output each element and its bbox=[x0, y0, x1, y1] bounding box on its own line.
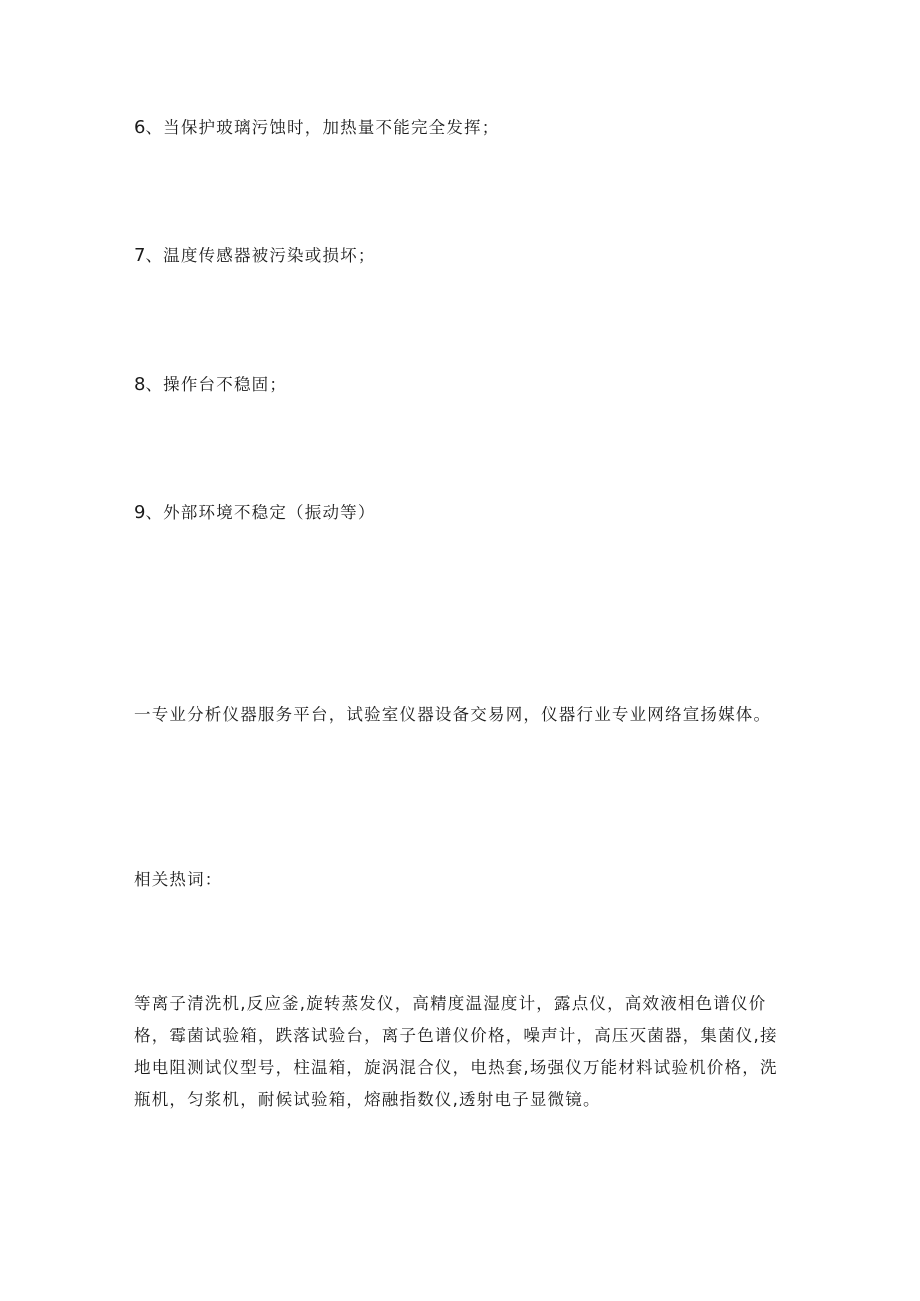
item-number: 7 bbox=[134, 245, 146, 266]
hotwords-label: 相关热词： bbox=[134, 870, 223, 889]
item-text: 、外部环境不稳定（振动等） bbox=[145, 503, 376, 522]
list-item-8 bbox=[134, 369, 786, 401]
item-text: 、当保护玻璃污蚀时，加热量不能完全发挥； bbox=[145, 118, 500, 137]
item-text: 、温度传感器被污染或损坏； bbox=[145, 246, 376, 265]
list-item-9 bbox=[134, 497, 786, 529]
hotwords-paragraph: 等离子清洗机,反应釜,旋转蒸发仪，高精度温湿度计，露点仪，高效液相色谱仪价格，霉菌试验箱，跌落试验台，离子色谱仪价格，噪声计，高压灭菌器，集菌仪,接地电阻测试仪型号，柱温箱，旋涡混合仪，电热套,场强仪万能材料试验机价格，洗瓶机，匀浆机，耐候试验箱，熔融指数仪,透射电子显微镜。 bbox=[134, 994, 778, 1109]
list-item-6 bbox=[134, 112, 786, 144]
platform-intro-paragraph: 一专业分析仪器服务平台，试验室仪器设备交易网，仪器行业专业网络宣扬媒体。 bbox=[134, 705, 772, 724]
item-number: 6 bbox=[134, 117, 146, 138]
item-number: 8 bbox=[134, 374, 146, 395]
list-item-7 bbox=[134, 240, 786, 272]
item-number: 9 bbox=[134, 502, 146, 523]
item-text: 、操作台不稳固； bbox=[145, 375, 288, 394]
